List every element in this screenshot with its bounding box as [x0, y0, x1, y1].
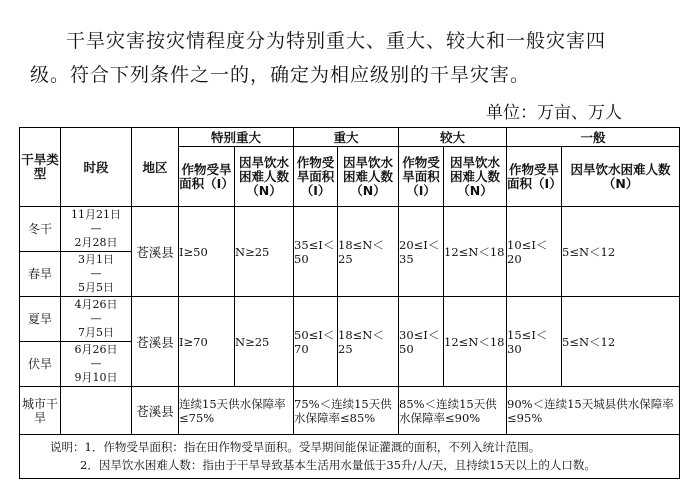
- period-dash: —: [90, 312, 102, 325]
- table-notes: [20, 435, 680, 479]
- area-cangxi-b: 苍溪县: [132, 297, 179, 387]
- header-crop-area: 作物受旱面积（I）: [507, 147, 562, 207]
- value-cell: 5≤N＜12: [562, 297, 680, 387]
- period-start: 4月26日: [74, 298, 118, 311]
- header-level-general: 一般: [507, 128, 680, 147]
- value-cell-general: 90%＜连续15天城县供水保障率≤95%: [507, 387, 680, 435]
- value-cell: 20≤I＜35: [399, 207, 444, 297]
- header-people-count: 因旱饮水困难人数（N）: [235, 147, 294, 207]
- value-cell: 5≤N＜12: [562, 207, 680, 297]
- period-end: 7月5日: [78, 326, 114, 339]
- value-cell-large: 85%＜连续15天供水保障率≤90%: [399, 387, 507, 435]
- type-autumn: 伏旱: [20, 342, 61, 387]
- value-cell: I≥70: [179, 297, 235, 387]
- type-summer: 夏旱: [20, 297, 61, 342]
- table-row-urban: [20, 387, 680, 435]
- table-row-summer: [20, 297, 680, 342]
- drought-classification-table: [19, 127, 680, 479]
- header-people-count: 因旱饮水困难人数（N）: [562, 147, 680, 207]
- intro-paragraph-line1: 干旱灾害按灾情程度分为特别重大、重大、较大和一般灾害四: [66, 30, 607, 52]
- header-people-count: 因旱饮水困难人数（N）: [444, 147, 507, 207]
- value-cell: 30≤I＜50: [399, 297, 444, 387]
- period-dash: —: [90, 222, 102, 235]
- period-autumn: [61, 342, 132, 387]
- area-cangxi-a: 苍溪县: [132, 207, 179, 297]
- table-notes-row: [20, 435, 680, 479]
- period-end: 9月10日: [74, 371, 118, 384]
- period-winter: [61, 207, 132, 252]
- period-end: 5月5日: [78, 281, 114, 294]
- header-drought-type: 干旱类型: [20, 128, 61, 207]
- note-line-2: 2．因旱饮水困难人数：指由于干旱导致基本生活用水量低于35升/人/天，且持续15天以上的人口数。: [80, 458, 596, 472]
- period-summer: [61, 297, 132, 342]
- header-level-major: 重大: [294, 128, 399, 147]
- header-level-extreme: 特别重大: [179, 128, 294, 147]
- header-people-count: 因旱饮水困难人数（N）: [338, 147, 399, 207]
- area-cangxi-c: 苍溪县: [132, 387, 179, 435]
- value-cell: 12≤N＜18: [444, 207, 507, 297]
- value-cell: 15≤I＜30: [507, 297, 562, 387]
- type-urban: 城市干旱: [20, 387, 61, 435]
- period-start: 3月1日: [78, 253, 114, 266]
- value-cell: N≥25: [235, 297, 294, 387]
- unit-label: 单位：万亩、万人: [486, 103, 622, 123]
- header-crop-area: 作物受旱面积（I）: [294, 147, 338, 207]
- type-spring: 春旱: [20, 252, 61, 297]
- value-cell: 18≤N＜25: [338, 207, 399, 297]
- value-cell: 18≤N＜25: [338, 297, 399, 387]
- period-start: 11月21日: [71, 208, 121, 221]
- value-cell: N≥25: [235, 207, 294, 297]
- value-cell-extreme: 连续15天供水保障率≤75%: [179, 387, 294, 435]
- table-row-winter: [20, 207, 680, 252]
- header-area: 地区: [132, 128, 179, 207]
- note-line-1: 说明：1．作物受旱面积：指在田作物受旱面积。受旱期间能保证灌溉的面积，不列入统计范围。: [50, 440, 541, 454]
- period-urban-empty: [61, 387, 132, 435]
- header-row-levels: [20, 128, 680, 147]
- value-cell: I≥50: [179, 207, 235, 297]
- period-dash: —: [90, 267, 102, 280]
- period-start: 6月26日: [74, 343, 118, 356]
- header-period: 时段: [61, 128, 132, 207]
- header-crop-area: 作物受旱面积（I）: [179, 147, 235, 207]
- value-cell: 12≤N＜18: [444, 297, 507, 387]
- period-end: 2月28日: [74, 236, 118, 249]
- value-cell: 50≤I＜70: [294, 297, 338, 387]
- header-crop-area: 作物受旱面积（I）: [399, 147, 444, 207]
- value-cell: 35≤I＜50: [294, 207, 338, 297]
- period-dash: —: [90, 357, 102, 370]
- intro-paragraph-line2: 级。符合下列条件之一的，确定为相应级别的干旱灾害。: [30, 64, 531, 86]
- period-spring: [61, 252, 132, 297]
- header-level-large: 较大: [399, 128, 507, 147]
- value-cell-major: 75%＜连续15天供水保障率≤85%: [294, 387, 399, 435]
- type-winter: 冬干: [20, 207, 61, 252]
- value-cell: 10≤I＜20: [507, 207, 562, 297]
